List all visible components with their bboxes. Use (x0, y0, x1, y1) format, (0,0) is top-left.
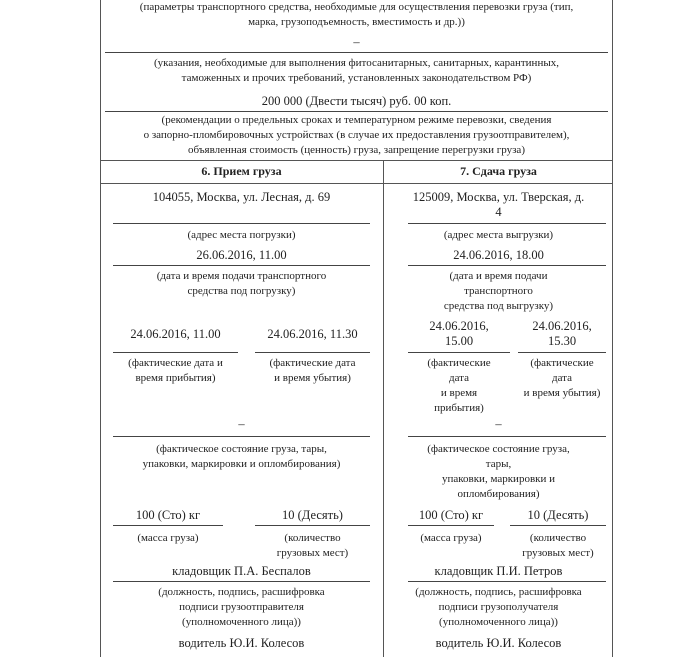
underline (255, 352, 370, 353)
section-7-header: 7. Сдача груза (460, 164, 537, 178)
unloading-driver: водитель Ю.И. Колесов (435, 636, 562, 650)
loading-submit-datetime: 26.06.2016, 11.00 (196, 248, 287, 262)
loading-mass-caption: (масса груза) (137, 532, 199, 544)
underline (408, 352, 510, 353)
underline (113, 265, 370, 266)
underline (510, 525, 606, 526)
unloading-mass-caption: (масса груза) (420, 532, 482, 544)
header-divider (100, 183, 613, 184)
underline (408, 265, 606, 266)
loading-submit-caption: (дата и время подачи транспортного средства под погрузку) (156, 270, 327, 297)
underline (518, 352, 606, 353)
unloading-places-caption: (количество грузовых мест) (522, 532, 594, 559)
vehicle-caption: (параметры транспортного средства, необходимые для осуществления перевозки груза (тип, марка, грузоподъемность, вместимость и др.)) (139, 1, 574, 28)
unloading-departure-value: 24.06.2016, 15.30 (532, 319, 592, 348)
unloading-submit-datetime: 24.06.2016, 18.00 (453, 248, 544, 262)
underline (113, 581, 370, 582)
unloading-address: 125009, Москва, ул. Тверская, д. 4 (412, 190, 585, 219)
unloading-address-caption: (адрес места выгрузки) (443, 229, 554, 241)
underline (113, 352, 238, 353)
underline (105, 111, 608, 112)
dash-field: – (353, 35, 360, 49)
unloading-signature-caption: (должность, подпись, расшифровка подписи грузополучателя (уполномоченного лица)) (415, 586, 582, 628)
unloading-storekeeper: кладовщик П.И. Петров (434, 564, 563, 578)
unloading-departure-caption: (фактические дата и время убытия) (523, 357, 601, 399)
loading-storekeeper: кладовщик П.А. Беспалов (172, 564, 311, 578)
unloading-mass-value: 100 (Сто) кг (418, 508, 484, 522)
unloading-places-value: 10 (Десять) (527, 508, 589, 522)
underline (113, 525, 223, 526)
unloading-condition-caption: (фактическое состояние груза, тары, упаковки, маркировки и опломбирования) (427, 443, 570, 500)
loading-places-value: 10 (Десять) (282, 508, 343, 522)
loading-signature-caption: (должность, подпись, расшифровка подписи грузоотправителя (уполномоченного лица)) (158, 586, 325, 628)
underline (408, 436, 606, 437)
loading-condition-caption: (фактическое состояние груза, тары, упаковки, маркировки и опломбирования) (142, 443, 341, 470)
recommend-caption: (рекомендации о предельных сроках и температурном режиме перевозки, сведения о запорно-пломбировочных устройствах (в случае их предоставления грузоотправителем), объявленная стоимость (ценность) груза, запрещение перегрузки груза) (143, 114, 570, 156)
underline (408, 525, 494, 526)
underline (408, 223, 606, 224)
section-divider (100, 160, 613, 161)
unloading-submit-caption: (дата и время подачи транспортного средства под выгрузку) (443, 270, 554, 312)
loading-address: 104055, Москва, ул. Лесная, д. 69 (152, 190, 331, 204)
underline (113, 436, 370, 437)
loading-departure-value: 24.06.2016, 11.30 (267, 327, 358, 341)
underline (408, 581, 606, 582)
declared-value: 200 000 (Двести тысяч) руб. 00 коп. (261, 94, 452, 108)
loading-departure-caption: (фактические дата и время убытия) (269, 357, 356, 384)
loading-mass-value: 100 (Сто) кг (135, 508, 201, 522)
unloading-arrival-caption: (фактические дата и время прибытия) (427, 357, 491, 414)
unloading-arrival-value: 24.06.2016, 15.00 (429, 319, 489, 348)
loading-arrival-caption: (фактические дата и время прибытия) (128, 357, 223, 384)
loading-arrival-value: 24.06.2016, 11.00 (130, 327, 221, 341)
loading-address-caption: (адрес места погрузки) (187, 229, 296, 241)
loading-places-caption: (количество грузовых мест) (276, 532, 349, 559)
underline (255, 525, 370, 526)
loading-driver: водитель Ю.И. Колесов (178, 636, 305, 650)
requirements-caption: (указания, необходимые для выполнения фитосанитарных, санитарных, карантинных, таможенных и прочих требований, установленных законодательством РФ) (154, 57, 559, 84)
underline (113, 223, 370, 224)
unloading-condition-value: – (495, 417, 502, 431)
underline (105, 52, 608, 53)
section-6-header: 6. Прием груза (201, 164, 282, 178)
loading-condition-value: – (238, 417, 245, 431)
